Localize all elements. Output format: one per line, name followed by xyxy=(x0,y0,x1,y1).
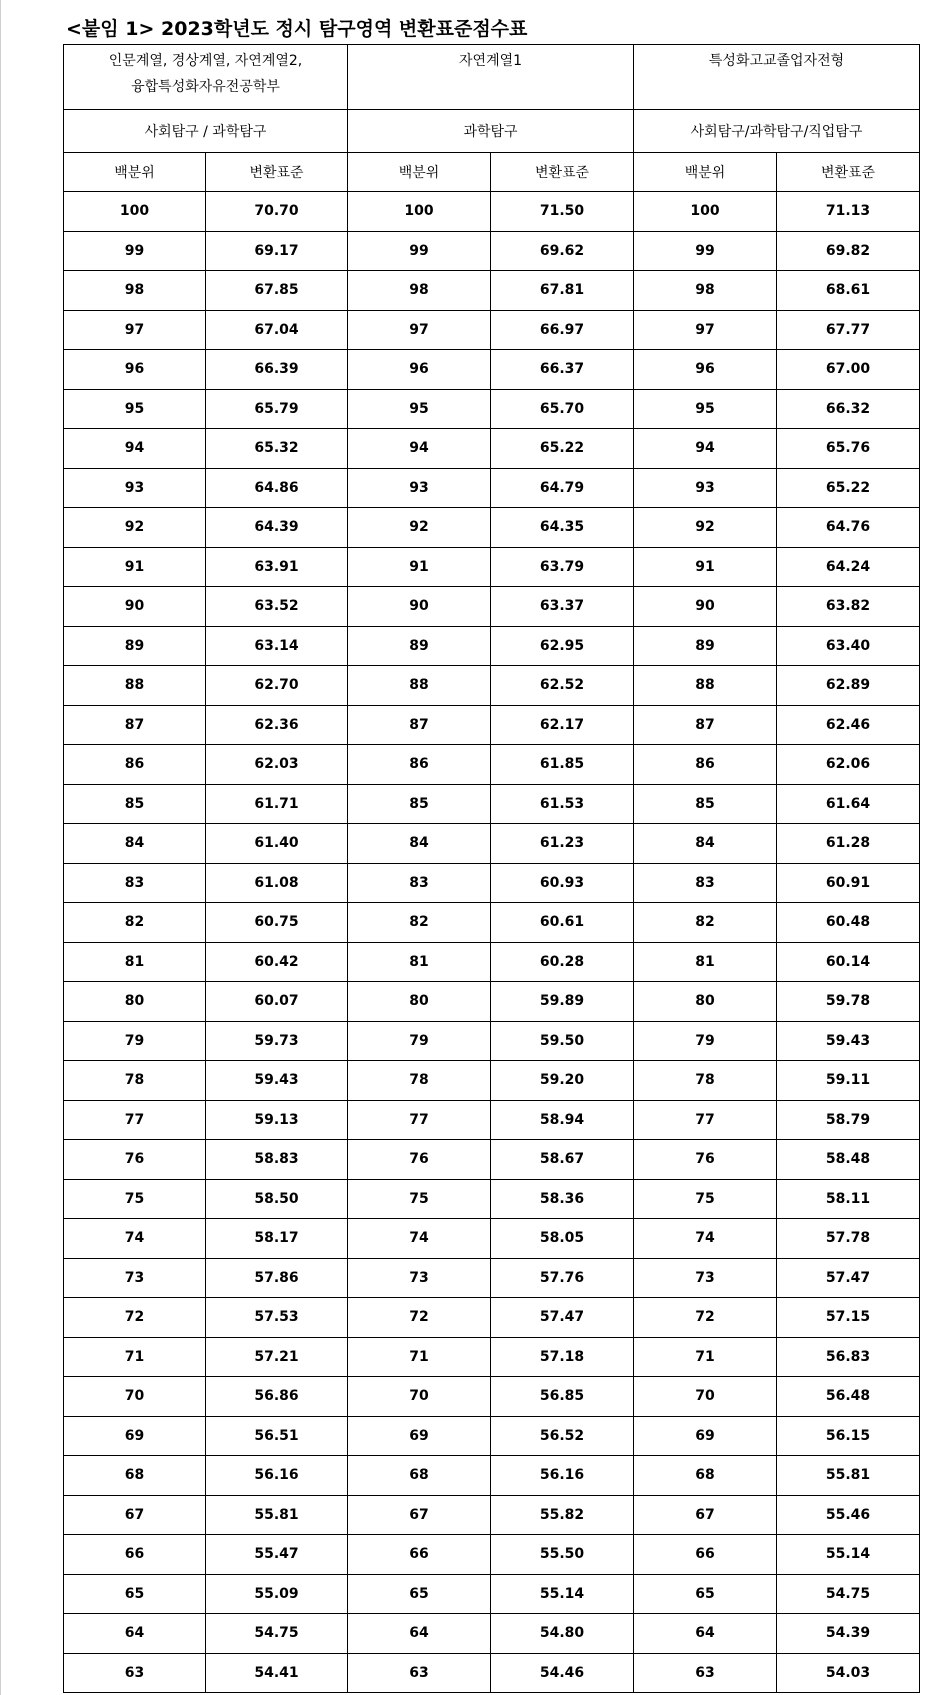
percentile-cell: 85 xyxy=(634,784,777,824)
converted-score-cell: 69.82 xyxy=(777,231,920,271)
percentile-cell: 74 xyxy=(634,1219,777,1259)
percentile-cell: 100 xyxy=(348,192,491,232)
converted-score-cell: 59.43 xyxy=(206,1061,348,1101)
converted-score-cell: 62.06 xyxy=(777,745,920,785)
percentile-cell: 95 xyxy=(64,389,206,429)
group-header-cell xyxy=(634,45,920,110)
percentile-cell: 88 xyxy=(634,666,777,706)
page-edge xyxy=(0,0,1,1695)
percentile-cell: 86 xyxy=(64,745,206,785)
percentile-cell: 72 xyxy=(348,1298,491,1338)
converted-score-cell: 57.86 xyxy=(206,1258,348,1298)
subject-header-cell: 과학탐구 xyxy=(348,110,634,153)
converted-score-cell: 66.39 xyxy=(206,350,348,390)
table-row xyxy=(64,1179,920,1219)
converted-score-cell: 63.91 xyxy=(206,547,348,587)
percentile-cell: 85 xyxy=(64,784,206,824)
converted-score-cell: 56.52 xyxy=(491,1416,634,1456)
percentile-cell: 87 xyxy=(64,705,206,745)
converted-score-cell: 55.50 xyxy=(491,1535,634,1575)
converted-score-cell: 61.71 xyxy=(206,784,348,824)
percentile-cell: 63 xyxy=(634,1653,777,1693)
converted-score-cell: 67.81 xyxy=(491,271,634,311)
converted-score-cell: 59.11 xyxy=(777,1061,920,1101)
converted-score-cell: 62.95 xyxy=(491,626,634,666)
percentile-cell: 89 xyxy=(64,626,206,666)
converted-score-cell: 61.85 xyxy=(491,745,634,785)
percentile-cell: 85 xyxy=(348,784,491,824)
column-header-converted-score: 변환표준 xyxy=(206,153,348,192)
converted-score-cell: 61.64 xyxy=(777,784,920,824)
percentile-cell: 74 xyxy=(64,1219,206,1259)
converted-score-cell: 54.39 xyxy=(777,1614,920,1654)
percentile-cell: 78 xyxy=(64,1061,206,1101)
percentile-cell: 73 xyxy=(634,1258,777,1298)
converted-score-cell: 58.17 xyxy=(206,1219,348,1259)
page-title: <붙임 1> 2023학년도 정시 탐구영역 변환표준점수표 xyxy=(66,18,528,40)
percentile-cell: 79 xyxy=(348,1021,491,1061)
percentile-cell: 96 xyxy=(348,350,491,390)
column-header-percentile: 백분위 xyxy=(634,153,777,192)
table-row xyxy=(64,784,920,824)
converted-score-cell: 57.15 xyxy=(777,1298,920,1338)
percentile-cell: 97 xyxy=(64,310,206,350)
converted-score-cell: 63.40 xyxy=(777,626,920,666)
percentile-cell: 75 xyxy=(348,1179,491,1219)
percentile-cell: 83 xyxy=(634,863,777,903)
table-row xyxy=(64,389,920,429)
converted-score-cell: 55.81 xyxy=(777,1456,920,1496)
converted-score-cell: 63.52 xyxy=(206,587,348,627)
table-row xyxy=(64,982,920,1022)
column-header-converted-score: 변환표준 xyxy=(777,153,920,192)
percentile-cell: 71 xyxy=(64,1337,206,1377)
converted-score-cell: 57.18 xyxy=(491,1337,634,1377)
converted-score-cell: 64.24 xyxy=(777,547,920,587)
percentile-cell: 86 xyxy=(634,745,777,785)
converted-score-cell: 62.36 xyxy=(206,705,348,745)
percentile-cell: 81 xyxy=(64,942,206,982)
converted-score-cell: 66.97 xyxy=(491,310,634,350)
converted-score-cell: 55.81 xyxy=(206,1495,348,1535)
percentile-cell: 70 xyxy=(64,1377,206,1417)
percentile-cell: 93 xyxy=(348,468,491,508)
converted-score-cell: 58.79 xyxy=(777,1100,920,1140)
percentile-cell: 91 xyxy=(64,547,206,587)
percentile-cell: 65 xyxy=(634,1574,777,1614)
percentile-cell: 96 xyxy=(634,350,777,390)
percentile-cell: 97 xyxy=(348,310,491,350)
percentile-cell: 70 xyxy=(634,1377,777,1417)
column-header-row xyxy=(64,153,920,192)
percentile-cell: 93 xyxy=(64,468,206,508)
percentile-cell: 91 xyxy=(348,547,491,587)
converted-score-cell: 56.85 xyxy=(491,1377,634,1417)
percentile-cell: 92 xyxy=(348,508,491,548)
converted-score-cell: 57.53 xyxy=(206,1298,348,1338)
converted-score-cell: 55.09 xyxy=(206,1574,348,1614)
table-row xyxy=(64,1061,920,1101)
subject-header-cell: 사회탐구 / 과학탐구 xyxy=(64,110,348,153)
table-row xyxy=(64,1298,920,1338)
converted-score-cell: 55.47 xyxy=(206,1535,348,1575)
percentile-cell: 93 xyxy=(634,468,777,508)
converted-score-cell: 61.28 xyxy=(777,824,920,864)
percentile-cell: 81 xyxy=(634,942,777,982)
table-row xyxy=(64,192,920,232)
percentile-cell: 96 xyxy=(64,350,206,390)
converted-score-cell: 66.37 xyxy=(491,350,634,390)
converted-score-cell: 60.42 xyxy=(206,942,348,982)
converted-score-cell: 70.70 xyxy=(206,192,348,232)
percentile-cell: 88 xyxy=(348,666,491,706)
table-row xyxy=(64,1535,920,1575)
subject-header-cell: 사회탐구/과학탐구/직업탐구 xyxy=(634,110,920,153)
percentile-cell: 63 xyxy=(64,1653,206,1693)
percentile-cell: 80 xyxy=(64,982,206,1022)
percentile-cell: 77 xyxy=(348,1100,491,1140)
percentile-cell: 84 xyxy=(634,824,777,864)
table-row xyxy=(64,1653,920,1693)
percentile-cell: 82 xyxy=(634,903,777,943)
score-table xyxy=(63,44,920,1693)
converted-score-cell: 65.22 xyxy=(777,468,920,508)
percentile-cell: 89 xyxy=(348,626,491,666)
converted-score-cell: 65.32 xyxy=(206,429,348,469)
table-row xyxy=(64,824,920,864)
percentile-cell: 64 xyxy=(634,1614,777,1654)
percentile-cell: 68 xyxy=(348,1456,491,1496)
converted-score-cell: 55.14 xyxy=(491,1574,634,1614)
percentile-cell: 94 xyxy=(64,429,206,469)
converted-score-cell: 59.20 xyxy=(491,1061,634,1101)
converted-score-cell: 67.85 xyxy=(206,271,348,311)
percentile-cell: 90 xyxy=(64,587,206,627)
converted-score-cell: 54.75 xyxy=(206,1614,348,1654)
table-row xyxy=(64,468,920,508)
converted-score-cell: 59.50 xyxy=(491,1021,634,1061)
percentile-cell: 73 xyxy=(64,1258,206,1298)
percentile-cell: 76 xyxy=(348,1140,491,1180)
group-label-line1: 자연계열1 xyxy=(459,53,523,69)
percentile-cell: 71 xyxy=(634,1337,777,1377)
converted-score-cell: 58.94 xyxy=(491,1100,634,1140)
table-row xyxy=(64,705,920,745)
converted-score-cell: 65.76 xyxy=(777,429,920,469)
percentile-cell: 74 xyxy=(348,1219,491,1259)
table-row xyxy=(64,1337,920,1377)
table-row xyxy=(64,1614,920,1654)
percentile-cell: 67 xyxy=(64,1495,206,1535)
converted-score-cell: 59.43 xyxy=(777,1021,920,1061)
converted-score-cell: 67.04 xyxy=(206,310,348,350)
percentile-cell: 92 xyxy=(634,508,777,548)
converted-score-cell: 57.47 xyxy=(777,1258,920,1298)
table-row xyxy=(64,1495,920,1535)
percentile-cell: 87 xyxy=(634,705,777,745)
percentile-cell: 68 xyxy=(64,1456,206,1496)
percentile-cell: 97 xyxy=(634,310,777,350)
converted-score-cell: 63.37 xyxy=(491,587,634,627)
converted-score-cell: 60.61 xyxy=(491,903,634,943)
converted-score-cell: 58.48 xyxy=(777,1140,920,1180)
subject-header-row xyxy=(64,110,920,153)
percentile-cell: 81 xyxy=(348,942,491,982)
converted-score-cell: 57.47 xyxy=(491,1298,634,1338)
converted-score-cell: 58.83 xyxy=(206,1140,348,1180)
percentile-cell: 82 xyxy=(348,903,491,943)
converted-score-cell: 62.52 xyxy=(491,666,634,706)
converted-score-cell: 59.13 xyxy=(206,1100,348,1140)
table-row xyxy=(64,942,920,982)
converted-score-cell: 60.07 xyxy=(206,982,348,1022)
table-row xyxy=(64,1140,920,1180)
percentile-cell: 78 xyxy=(634,1061,777,1101)
converted-score-cell: 57.78 xyxy=(777,1219,920,1259)
group-label-line2: 융합특성화자유전공학부 xyxy=(131,79,280,95)
percentile-cell: 86 xyxy=(348,745,491,785)
converted-score-cell: 68.61 xyxy=(777,271,920,311)
percentile-cell: 75 xyxy=(634,1179,777,1219)
converted-score-cell: 66.32 xyxy=(777,389,920,429)
converted-score-cell: 60.48 xyxy=(777,903,920,943)
converted-score-cell: 56.83 xyxy=(777,1337,920,1377)
table-row xyxy=(64,429,920,469)
percentile-cell: 67 xyxy=(634,1495,777,1535)
percentile-cell: 90 xyxy=(348,587,491,627)
converted-score-cell: 59.78 xyxy=(777,982,920,1022)
percentile-cell: 90 xyxy=(634,587,777,627)
percentile-cell: 88 xyxy=(64,666,206,706)
converted-score-cell: 57.76 xyxy=(491,1258,634,1298)
table-row xyxy=(64,1100,920,1140)
converted-score-cell: 56.48 xyxy=(777,1377,920,1417)
converted-score-cell: 60.93 xyxy=(491,863,634,903)
percentile-cell: 72 xyxy=(634,1298,777,1338)
percentile-cell: 73 xyxy=(348,1258,491,1298)
group-header-cell xyxy=(64,45,348,110)
percentile-cell: 87 xyxy=(348,705,491,745)
percentile-cell: 95 xyxy=(634,389,777,429)
table-row xyxy=(64,1574,920,1614)
converted-score-cell: 60.14 xyxy=(777,942,920,982)
converted-score-cell: 54.46 xyxy=(491,1653,634,1693)
percentile-cell: 91 xyxy=(634,547,777,587)
converted-score-cell: 60.91 xyxy=(777,863,920,903)
percentile-cell: 100 xyxy=(634,192,777,232)
table-row xyxy=(64,1416,920,1456)
percentile-cell: 78 xyxy=(348,1061,491,1101)
converted-score-cell: 55.82 xyxy=(491,1495,634,1535)
converted-score-cell: 55.46 xyxy=(777,1495,920,1535)
percentile-cell: 99 xyxy=(348,231,491,271)
table-row xyxy=(64,350,920,390)
percentile-cell: 83 xyxy=(348,863,491,903)
converted-score-cell: 64.39 xyxy=(206,508,348,548)
percentile-cell: 64 xyxy=(64,1614,206,1654)
percentile-cell: 66 xyxy=(634,1535,777,1575)
percentile-cell: 72 xyxy=(64,1298,206,1338)
percentile-cell: 89 xyxy=(634,626,777,666)
converted-score-cell: 58.50 xyxy=(206,1179,348,1219)
table-row xyxy=(64,508,920,548)
percentile-cell: 80 xyxy=(348,982,491,1022)
table-row xyxy=(64,1377,920,1417)
group-label-line1: 인문계열, 경상계열, 자연계열2, xyxy=(108,53,303,69)
converted-score-cell: 65.79 xyxy=(206,389,348,429)
percentile-cell: 94 xyxy=(348,429,491,469)
converted-score-cell: 65.70 xyxy=(491,389,634,429)
table-row xyxy=(64,626,920,666)
percentile-cell: 65 xyxy=(348,1574,491,1614)
table-row xyxy=(64,1219,920,1259)
converted-score-cell: 57.21 xyxy=(206,1337,348,1377)
group-header-row xyxy=(64,45,920,110)
percentile-cell: 71 xyxy=(348,1337,491,1377)
converted-score-cell: 71.13 xyxy=(777,192,920,232)
group-label-line1: 특성화고교졸업자전형 xyxy=(708,53,845,69)
percentile-cell: 69 xyxy=(348,1416,491,1456)
converted-score-cell: 58.67 xyxy=(491,1140,634,1180)
converted-score-cell: 59.89 xyxy=(491,982,634,1022)
column-header-converted-score: 변환표준 xyxy=(491,153,634,192)
converted-score-cell: 56.86 xyxy=(206,1377,348,1417)
converted-score-cell: 62.70 xyxy=(206,666,348,706)
percentile-cell: 98 xyxy=(64,271,206,311)
converted-score-cell: 64.79 xyxy=(491,468,634,508)
percentile-cell: 77 xyxy=(634,1100,777,1140)
table-row xyxy=(64,547,920,587)
converted-score-cell: 56.16 xyxy=(206,1456,348,1496)
percentile-cell: 77 xyxy=(64,1100,206,1140)
converted-score-cell: 62.89 xyxy=(777,666,920,706)
column-header-percentile: 백분위 xyxy=(64,153,206,192)
converted-score-cell: 54.75 xyxy=(777,1574,920,1614)
table-row xyxy=(64,1021,920,1061)
percentile-cell: 69 xyxy=(64,1416,206,1456)
table-row xyxy=(64,231,920,271)
converted-score-cell: 59.73 xyxy=(206,1021,348,1061)
percentile-cell: 76 xyxy=(634,1140,777,1180)
converted-score-cell: 71.50 xyxy=(491,192,634,232)
table-row xyxy=(64,587,920,627)
percentile-cell: 100 xyxy=(64,192,206,232)
percentile-cell: 75 xyxy=(64,1179,206,1219)
percentile-cell: 68 xyxy=(634,1456,777,1496)
converted-score-cell: 67.00 xyxy=(777,350,920,390)
table-row xyxy=(64,1456,920,1496)
percentile-cell: 63 xyxy=(348,1653,491,1693)
table-row xyxy=(64,1258,920,1298)
percentile-cell: 99 xyxy=(634,231,777,271)
percentile-cell: 66 xyxy=(64,1535,206,1575)
percentile-cell: 76 xyxy=(64,1140,206,1180)
converted-score-cell: 56.16 xyxy=(491,1456,634,1496)
percentile-cell: 70 xyxy=(348,1377,491,1417)
converted-score-cell: 56.51 xyxy=(206,1416,348,1456)
converted-score-cell: 63.82 xyxy=(777,587,920,627)
percentile-cell: 84 xyxy=(348,824,491,864)
percentile-cell: 79 xyxy=(634,1021,777,1061)
percentile-cell: 82 xyxy=(64,903,206,943)
percentile-cell: 83 xyxy=(64,863,206,903)
table-row xyxy=(64,863,920,903)
converted-score-cell: 64.86 xyxy=(206,468,348,508)
converted-score-cell: 60.75 xyxy=(206,903,348,943)
converted-score-cell: 60.28 xyxy=(491,942,634,982)
percentile-cell: 67 xyxy=(348,1495,491,1535)
table-row xyxy=(64,745,920,785)
converted-score-cell: 62.17 xyxy=(491,705,634,745)
percentile-cell: 66 xyxy=(348,1535,491,1575)
column-header-percentile: 백분위 xyxy=(348,153,491,192)
converted-score-cell: 61.23 xyxy=(491,824,634,864)
converted-score-cell: 58.36 xyxy=(491,1179,634,1219)
converted-score-cell: 61.08 xyxy=(206,863,348,903)
converted-score-cell: 67.77 xyxy=(777,310,920,350)
table-row xyxy=(64,310,920,350)
percentile-cell: 99 xyxy=(64,231,206,271)
percentile-cell: 94 xyxy=(634,429,777,469)
converted-score-cell: 55.14 xyxy=(777,1535,920,1575)
converted-score-cell: 54.80 xyxy=(491,1614,634,1654)
percentile-cell: 69 xyxy=(634,1416,777,1456)
converted-score-cell: 64.35 xyxy=(491,508,634,548)
converted-score-cell: 63.79 xyxy=(491,547,634,587)
table-row xyxy=(64,903,920,943)
converted-score-cell: 62.46 xyxy=(777,705,920,745)
converted-score-cell: 61.53 xyxy=(491,784,634,824)
converted-score-cell: 64.76 xyxy=(777,508,920,548)
converted-score-cell: 65.22 xyxy=(491,429,634,469)
converted-score-cell: 54.41 xyxy=(206,1653,348,1693)
percentile-cell: 80 xyxy=(634,982,777,1022)
converted-score-cell: 69.17 xyxy=(206,231,348,271)
converted-score-cell: 54.03 xyxy=(777,1653,920,1693)
converted-score-cell: 62.03 xyxy=(206,745,348,785)
group-header-cell xyxy=(348,45,634,110)
converted-score-cell: 61.40 xyxy=(206,824,348,864)
converted-score-cell: 56.15 xyxy=(777,1416,920,1456)
percentile-cell: 98 xyxy=(348,271,491,311)
percentile-cell: 79 xyxy=(64,1021,206,1061)
converted-score-cell: 69.62 xyxy=(491,231,634,271)
percentile-cell: 65 xyxy=(64,1574,206,1614)
converted-score-cell: 63.14 xyxy=(206,626,348,666)
converted-score-cell: 58.11 xyxy=(777,1179,920,1219)
converted-score-cell: 58.05 xyxy=(491,1219,634,1259)
table-row xyxy=(64,271,920,311)
percentile-cell: 92 xyxy=(64,508,206,548)
percentile-cell: 64 xyxy=(348,1614,491,1654)
percentile-cell: 95 xyxy=(348,389,491,429)
percentile-cell: 84 xyxy=(64,824,206,864)
table-row xyxy=(64,666,920,706)
percentile-cell: 98 xyxy=(634,271,777,311)
